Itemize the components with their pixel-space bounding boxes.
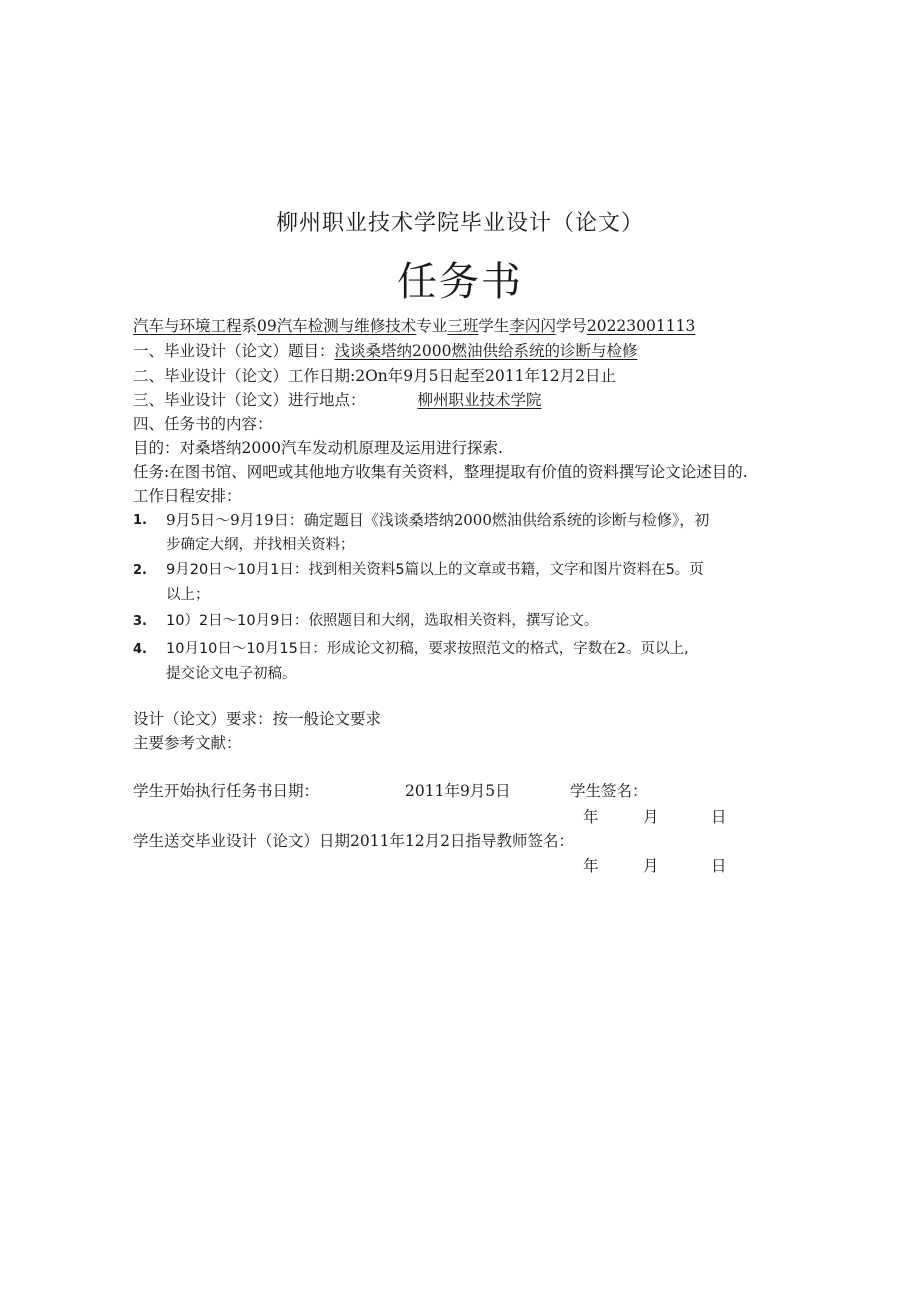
purpose-line: 目的：对桑塔纳2000汽车发动机原理及运用进行探索. bbox=[133, 439, 503, 457]
student-id: 20223001113 bbox=[586, 317, 696, 335]
schedule-text-cont: 步确定大纲，并找相关资料； bbox=[166, 537, 355, 553]
student-signature-label: 学生签名： bbox=[570, 782, 648, 800]
location-line bbox=[133, 389, 542, 411]
schedule-text: 10）2日〜10月9日：依照题目和大纲，选取相关资料，撰写论文。 bbox=[166, 613, 599, 629]
references-heading: 主要参考文献： bbox=[133, 734, 242, 752]
year-label: 年 bbox=[583, 857, 599, 875]
schedule-text-cont: 提交论文电子初稿。 bbox=[166, 666, 297, 682]
id-label: 学号 bbox=[555, 317, 587, 335]
month-label: 月 bbox=[643, 808, 659, 826]
content-heading: 四、任务书的内容： bbox=[133, 415, 273, 433]
student-label: 学生 bbox=[478, 317, 510, 335]
schedule-text: 9月5日～9月19日：确定题目《浅谈桑塔纳2000燃油供给系统的诊断与检修》，初 bbox=[166, 511, 710, 529]
day-label: 日 bbox=[711, 808, 727, 826]
student-info-line bbox=[133, 315, 695, 337]
major-value: 09汽车检测与维修技术 bbox=[257, 317, 417, 335]
schedule-heading: 工作日程安排： bbox=[133, 487, 242, 505]
schedule-text: 10月10日〜10月15日：形成论文初稿，要求按照范文的格式，字数在2。页以上, bbox=[166, 641, 689, 657]
schedule-number: 3. bbox=[133, 614, 147, 629]
schedule-number: 1. bbox=[133, 513, 147, 528]
location-value: 柳州职业技术学院 bbox=[417, 391, 542, 409]
schedule-number: 2. bbox=[133, 563, 147, 578]
doc-title: 任务书 bbox=[397, 259, 523, 305]
month-label: 月 bbox=[643, 857, 659, 875]
class-value: 三班 bbox=[447, 317, 479, 335]
topic-value: 浅谈桑塔纳2000燃油供给系统的诊断与检修 bbox=[334, 342, 638, 360]
student-name: 李闪闪 bbox=[509, 317, 556, 335]
dept-value: 汽车与环境工程 bbox=[133, 317, 242, 335]
dates-line: 二、毕业设计（论文）工作日期:2On年9月5日起至2011年12月2日止 bbox=[133, 367, 617, 385]
start-date-label: 学生开始执行任务书日期： bbox=[133, 782, 320, 800]
day-label: 日 bbox=[711, 857, 727, 875]
dept-suffix: 系 bbox=[241, 317, 258, 335]
schedule-number: 4. bbox=[133, 642, 147, 657]
location-label: 三、毕业设计（论文）进行地点： bbox=[133, 391, 366, 409]
topic-label: 一、毕业设计（论文）题目： bbox=[133, 342, 335, 360]
major-suffix: 专业 bbox=[416, 317, 448, 335]
submit-date-line: 学生送交毕业设计（论文）日期2011年12月2日指导教师签名： bbox=[133, 832, 575, 850]
institution-title: 柳州职业技术学院毕业设计（论文） bbox=[275, 211, 644, 236]
schedule-text: 9月20日〜10月1日：找到相关资料5篇以上的文章或书籍，文字和图片资料在5。页 bbox=[166, 562, 704, 578]
task-line: 任务:在图书馆、网吧或其他地方收集有关资料，整理提取有价值的资料撰写论文论述目的. bbox=[133, 463, 748, 481]
start-date-value: 2011年9月5日 bbox=[405, 782, 511, 800]
topic-line bbox=[133, 340, 637, 362]
schedule-text-cont: 以上； bbox=[166, 587, 210, 603]
design-requirements: 设计（论文）要求：按一般论文要求 bbox=[133, 710, 382, 728]
year-label: 年 bbox=[583, 808, 599, 826]
